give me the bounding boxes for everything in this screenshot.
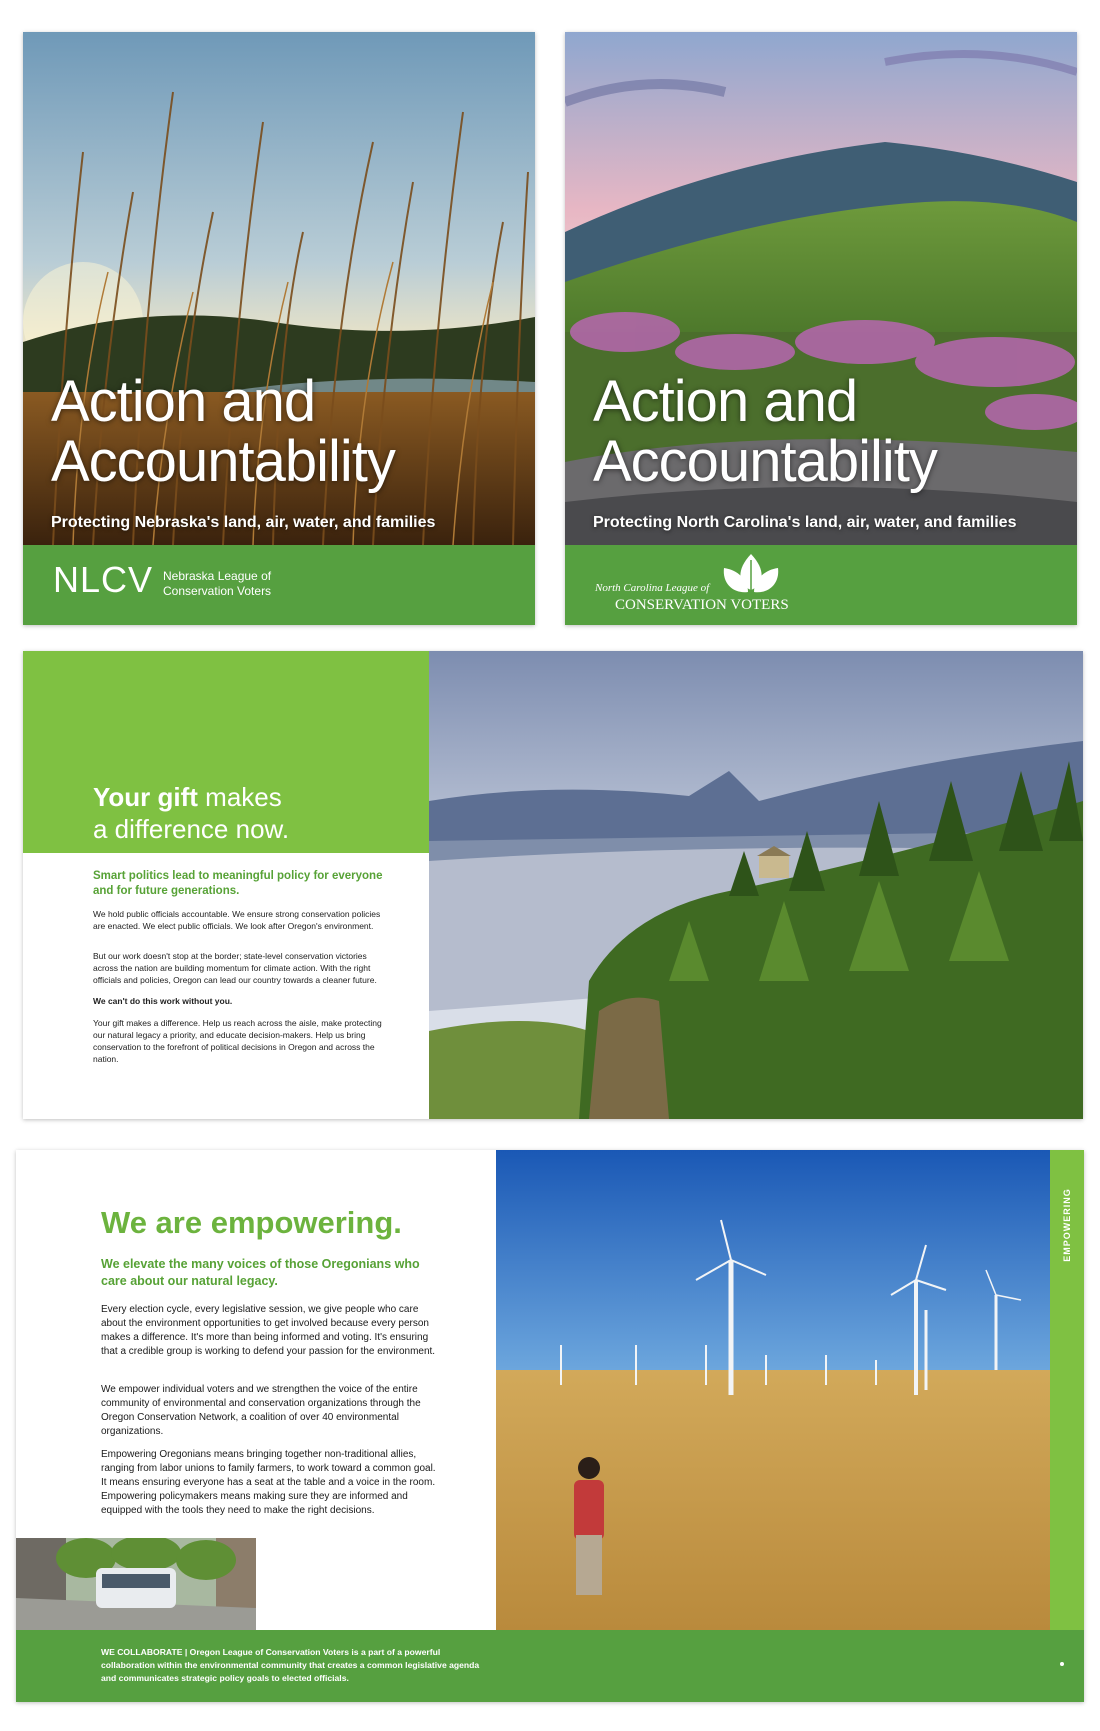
nclcv-logo-line2: CONSERVATION VOTERS — [615, 597, 789, 613]
cover-title: Action and Accountability — [593, 369, 937, 494]
empowering-lead: We elevate the many voices of those Oregonians who care about our natural legacy. — [101, 1257, 420, 1288]
cover-subtitle: Protecting North Carolina's land, air, water, and families — [593, 514, 1017, 531]
empowering-paragraph: We empower individual voters and we strengthen the voice of the entire community of environmental and conservation organizations through the Oregon Conservation Network, a coalition of over 40 environmental organizations. — [101, 1384, 421, 1437]
wind-turbines-wheat-field-photo — [496, 1150, 1050, 1630]
collaborate-footer — [16, 1630, 1084, 1702]
gift-paragraph: We hold public officials accountable. We ensure strong conservation policies are enacted. We elect public officials. We look after Oregon's environment. — [93, 909, 381, 931]
cover-north-carolina — [565, 32, 1077, 625]
section-tab-label: EMPOWERING — [1062, 1188, 1072, 1262]
gift-heading: Your gift makes a difference now. — [93, 782, 290, 844]
cover-logo-bar — [23, 545, 535, 625]
gift-paragraph: But our work doesn't stop at the border; state-level conservation victories across the nation are building momentum for climate action. With the right officials and policies, Oregon can lead our country towards a cleaner future. — [93, 951, 377, 985]
cover-title: Action and Accountability — [51, 369, 395, 494]
gift-paragraph-emphasis: We can't do this work without you. — [93, 996, 233, 1006]
river-gorge-photo — [429, 651, 1083, 1119]
gift-heading-block — [23, 651, 429, 853]
leaf-logo-icon — [720, 550, 782, 594]
empowering-heading: We are empowering. — [101, 1205, 402, 1240]
collaborate-text: WE COLLABORATE | Oregon League of Conservation Voters is a part of a powerful collaboration within the environmental community that creates a common legislative agenda and communicates strategic policy goals to elected officials. — [101, 1647, 480, 1683]
cover-subtitle: Protecting Nebraska's land, air, water, and families — [51, 514, 436, 531]
nlcv-logo-name: Nebraska League of Conservation Voters — [163, 569, 272, 598]
cover-logo-bar — [565, 545, 1077, 625]
section-tab — [1050, 1150, 1084, 1630]
page-dot — [1060, 1662, 1064, 1666]
gift-lead: Smart politics lead to meaningful policy for everyone and for future generations. — [93, 870, 383, 897]
empowering-paragraph: Every election cycle, every legislative session, we give people who care about the environment opportunities to get involved because every person makes a difference. It's more than being informed and voting. It's ensuring that a credible group is working to defend your passion for the environment. — [101, 1304, 436, 1357]
light-rail-photo — [16, 1538, 256, 1630]
spread-your-gift — [23, 651, 1083, 1119]
nlcv-logo: NLCV — [53, 559, 154, 600]
spread-empowering — [16, 1150, 1084, 1702]
empowering-paragraph: Empowering Oregonians means bringing together non-traditional allies, ranging from labor unions to family farmers, to work toward a common goal. It means ensuring everyone has a seat at the table and a voice in the room. Empowering policymakers means making sure they are informed and equipped with the tools they need to make the right decisions. — [101, 1449, 436, 1516]
nclcv-logo-line1: North Carolina League of — [595, 582, 710, 594]
cover-nebraska — [23, 32, 535, 625]
gift-paragraph: Your gift makes a difference. Help us reach across the aisle, make protecting our natural legacy a priority, and educate decision-makers. Help us bring conservation to the forefront of political decisions in Oregon and across the nation. — [93, 1018, 382, 1064]
